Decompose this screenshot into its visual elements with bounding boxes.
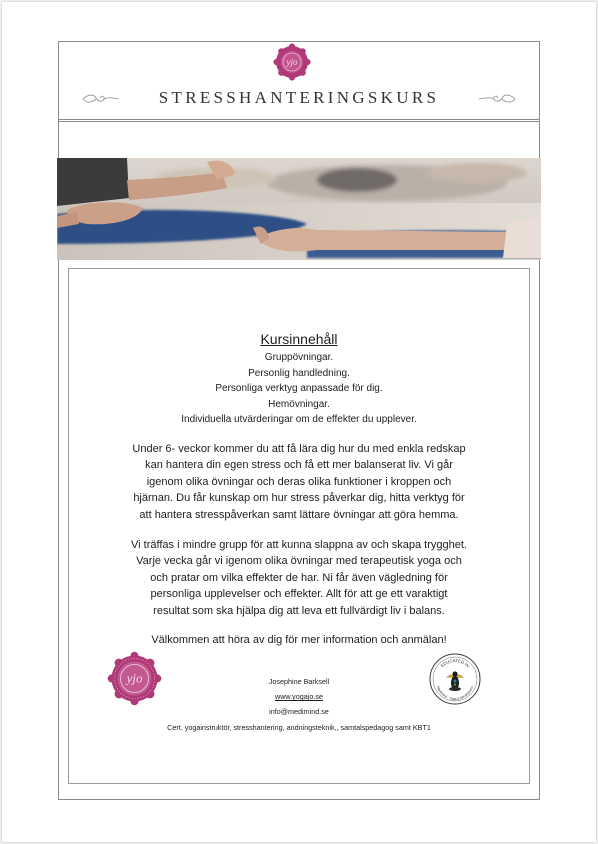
- svg-text:yjo: yjo: [126, 670, 143, 686]
- course-content-list: [70, 350, 528, 428]
- email-address[interactable]: info@medimind.se: [269, 707, 329, 717]
- list-item: Personlig handledning.: [248, 367, 350, 379]
- svg-text:Medimind - Yoga & Mindfulness: Medimind - Yoga & Mindfulness: [435, 685, 475, 702]
- header-divider-2: [58, 121, 540, 122]
- contact-name: Josephine Barksell: [268, 677, 330, 686]
- svg-text:EDUCATED IN: EDUCATED IN: [439, 657, 471, 669]
- paragraph-line: och pratar om vilka effekter de har. Ni får även vägledning för: [150, 571, 448, 584]
- group-description-paragraph: [70, 537, 528, 619]
- paragraph-line: igenom olika övningar och deras olika funktioner i kroppen och: [146, 475, 452, 488]
- list-item: Personliga verktyg anpassade för dig.: [215, 383, 383, 395]
- paragraph-line: att hantera stresspåverkan samt lättare övningar att göra hemma.: [139, 508, 459, 521]
- paragraph-line: Under 6- veckor kommer du att få lära dig hur du med enkla redskap: [132, 443, 466, 455]
- yoga-class-photo: [57, 158, 541, 260]
- website-link[interactable]: www.yogajo.se: [275, 692, 323, 702]
- paragraph-line: Varje vecka går vi igenom olika övningar med terapeutisk yoga och: [136, 555, 462, 568]
- svg-text:yjo: yjo: [286, 57, 298, 67]
- list-item: Gruppövningar.: [264, 352, 334, 363]
- certifications-text: Cert. yogainstruktör, stresshantering, andningsteknik,, samtalspedagog samt KBT1: [167, 722, 431, 732]
- list-item: Hemövningar.: [268, 398, 330, 410]
- paragraph-line: Vi träffas i mindre grupp för att kunna slappna av och skapa trygghet.: [131, 539, 467, 551]
- medimind-badge-icon: [429, 653, 481, 710]
- paragraph-line: personliga upplevelser och effekter. Allt för att ge ett varaktigt: [150, 588, 448, 601]
- badge-top-text: [429, 653, 456, 654]
- paragraph-line: kan hantera din egen stress och få ett mer balanserat liv. Vi går: [145, 459, 453, 472]
- page-title: STRESSHANTERINGSKURS: [158, 88, 440, 107]
- section-heading: Kursinnehåll: [260, 331, 338, 347]
- list-item: Individuella utvärderingar om de effekter du upplever.: [181, 414, 417, 426]
- paragraph-line: resultat som ska hjälpa dig att leva ett fullvärdigt liv i balans.: [153, 604, 445, 617]
- header-divider: [58, 119, 540, 120]
- paragraph-line: hjärnan. Du får kunskap om hur stress påverkar dig, hitta verktyg för: [133, 492, 465, 505]
- course-description-paragraph: [70, 441, 528, 523]
- welcome-text: Välkommen att höra av dig för mer information och anmälan!: [151, 634, 447, 646]
